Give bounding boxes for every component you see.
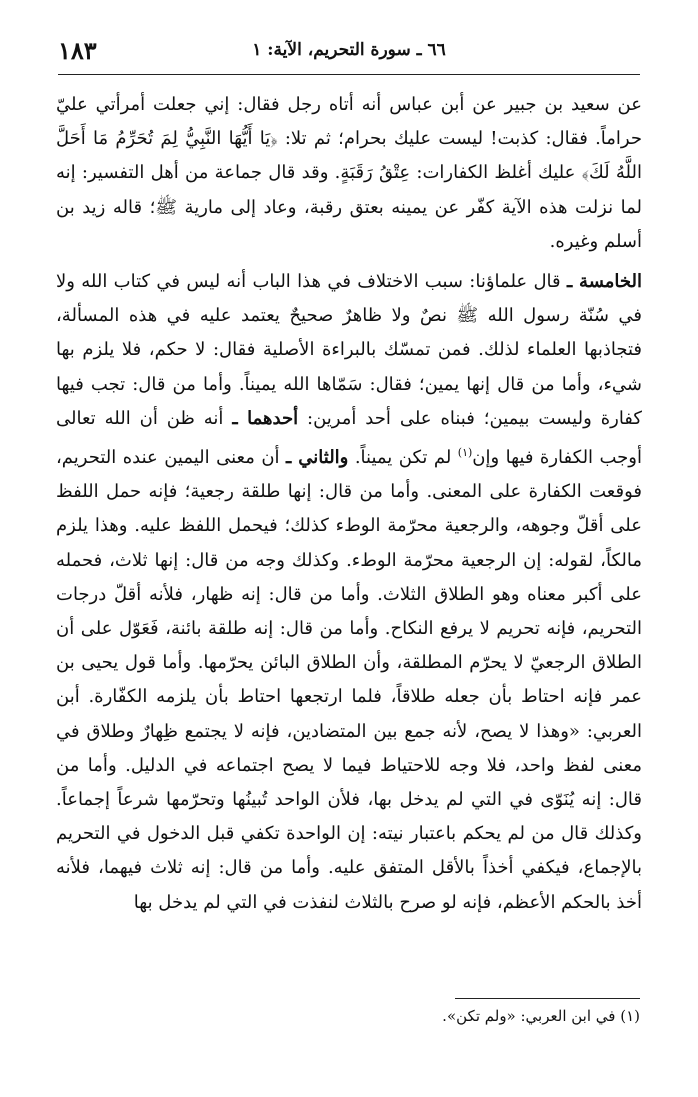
footnote-reference: (١)	[457, 446, 473, 460]
running-title: ٦٦ ـ سورة التحريم، الآية: ١	[252, 40, 446, 60]
paragraph-2-part-d: أن معنى اليمين عنده التحريم، فوقعت الكفارة على المعنى. وأما من قال: إنها طلقة رجعية؛ فإنه حمل اللفظ على أقلّ وجوهه، والرجعية محرّمة الوطء كذلك؛ فيحمل اللفظ عليه. وهذا يلزم مالكاً، لقوله: إن الرجعية محرّمة الوطء. وكذلك وجه من قال: إنها ثلاث، فحمله على أكبر معناه وهو الطلاق الثلاث. وأما من قال: إنه ظهار، فلأنه أقلّ درجات التحريم، فإنه تحريم لا يرفع النكاح. وأما من قال: إنه طلقة بائنة، فَعَوّل على أن الطلاق الرجعيّ لا يحرّم المطلقة، وأن الطلاق البائن يحرّمها. وأما قول يحيى بن عمر فإنه احتاط بأن جعله طلاقاً، فلما ارتجعها احتاط بأن يلزمه الكفّارة. أبن العربي: «وهذا لا يصح، لأنه جمع بين المتضادين، فإنه لا يجتمع ظِهارٌ وطلاق في معنى لفظ واحد، فلا وجه للاحتياط فيما لا يصح اجتماعه في الدليل. وأما من قال: إنه يُنَوّى في التي لم يدخل بها، فلأن الواحد تُبينُها وتحرّمها شرعاً إجماعاً. وكذلك قال من لم يحكم باعتبار نيته: إن الواحدة تكفي قبل الدخول في التحريم بالإجماع، فيكفي أخذاً بالأقل المتفق عليه. وأما من قال: إنه ثلاث فيهما، فلأنه أخذ بالحكم الأعظم، فإنه لو صرح بالثلاث لنفذت في التي لم يدخل بها	[56, 447, 642, 913]
main-text	[56, 88, 642, 920]
header-divider	[58, 74, 640, 75]
footnote: (١) في ابن العربي: «ولم تكن».	[442, 1007, 640, 1025]
paragraph-2	[56, 265, 642, 920]
paragraph-2-part-b: أنه ظن أن الله تعالى أوجب الكفارة فيها وإن	[56, 407, 642, 469]
page-header	[58, 36, 640, 70]
paragraph-2-part-a: قال علماؤنا: سبب الاختلاف في هذا الباب أنه ليس في كتاب الله ولا في سُنّة رسول الله ﷺ نصٌ ولا ظاهرٌ صحيحٌ يعتمد عليه في هذه المسألة، فتجاذبها العلماء لذلك. فمن تمسّك بالبراءة الأصلية فقال: لا حكم، فلا يلزم بها شيء، وأما من قال إنها يمين؛ فقال: سَمّاها الله يميناً. وأما من قال: تجب فيها كفارة وليست بيمين؛ فبناه على أحد أمرين:	[56, 271, 642, 429]
second-reason-label: والثاني ـ	[286, 447, 349, 469]
page-number: ١٨٣	[58, 36, 97, 65]
footnote-divider	[455, 998, 640, 999]
paragraph-2-part-c: لم تكن يميناً.	[354, 447, 452, 469]
paragraph-1: عن سعيد بن جبير عن أبن عباس أنه أتاه رجل فقال: إني جعلت أمرأتي عليّ حراماً. فقال: كذبت! ليست عليك بحرام؛ ثم تلا: ﴿يَا أَيُّهَا النَّبِيُّ لِمَ تُحَرِّمُ مَا أَحَلَّ اللَّهُ لَكَ﴾ عليك أغلظ الكفارات: عِتْقُ رَقَبَةٍ. وقد قال جماعة من أهل التفسير: إنه لما نزلت هذه الآية كفّر عن يمينه بعتق رقبة، وعاد إلى مارية ﷺ؛ قاله زيد بن أسلم وغيره.	[56, 94, 642, 252]
section-label-fifth: الخامسة ـ	[566, 271, 643, 293]
first-reason-label: أحدهما ـ	[232, 407, 299, 429]
